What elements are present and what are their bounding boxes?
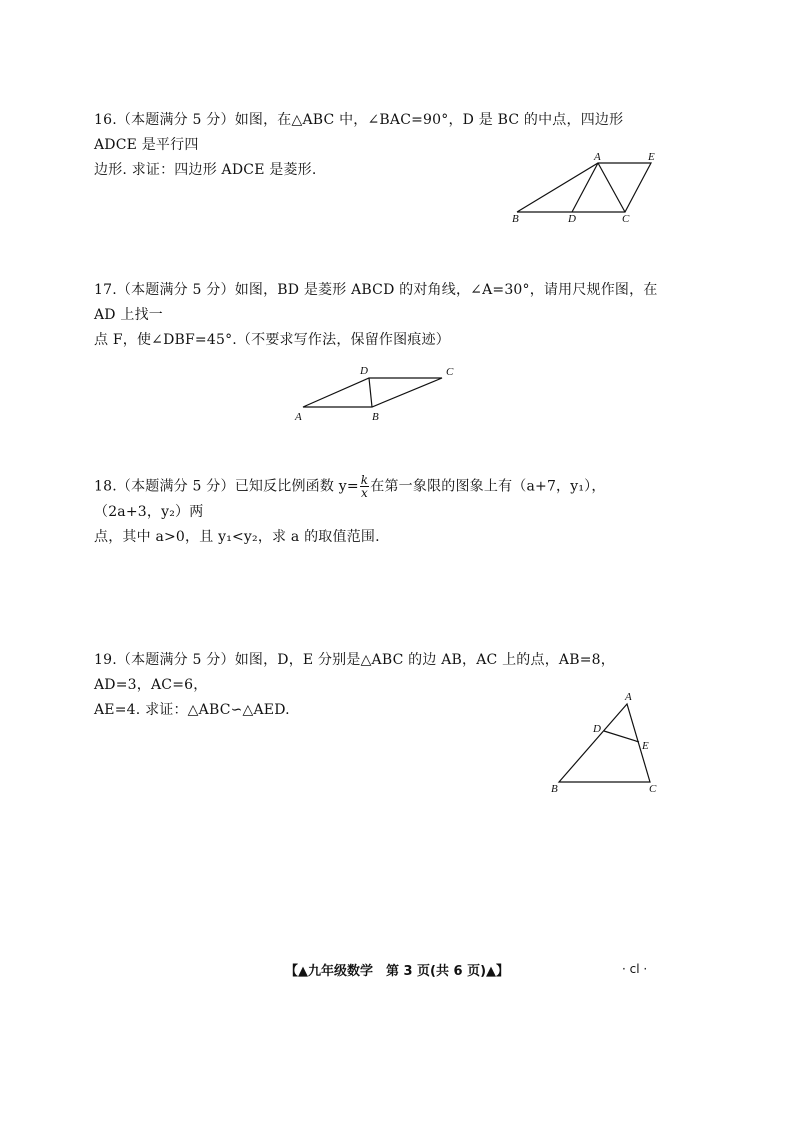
problem-text: 如图，D，E 分别是△ABC 的边 AB，AC 上的点，AB=8，AD=3，AC=6， <box>94 652 615 693</box>
problem-17-line-2: 点 F，使∠DBF=45°.（不要求写作法，保留作图痕迹） <box>94 332 450 348</box>
figure-16-label-E: E <box>648 151 655 163</box>
problem-number: 18. <box>94 478 117 495</box>
figure-16-label-A: A <box>594 151 601 163</box>
problem-text-continued: 在第一象限的图象上有（a+7，y₁），（2a+3，y₂）两 <box>94 478 606 520</box>
fraction-numerator: k <box>360 473 369 487</box>
figure-16-label-B: B <box>512 213 519 225</box>
problem-points: （本题满分 5 分） <box>116 112 235 128</box>
problem-text: 如图，BD 是菱形 ABCD 的对角线，∠A=30°，请用尺规作图，在 AD 上找一 <box>94 282 658 323</box>
problem-18-line-2: 点，其中 a>0，且 y₁<y₂，求 a 的取值范围. <box>94 528 380 545</box>
figure-19-label-E: E <box>642 740 649 752</box>
problem-text: 如图，在△ABC 中，∠BAC=90°，D 是 BC 的中点，四边形 ADCE 是平行四 <box>94 112 624 153</box>
problem-19-line-2: AE=4. 求证：△ABC∽△AED. <box>94 702 290 718</box>
problem-number: 16. <box>94 112 117 128</box>
fraction-denominator: x <box>361 486 368 500</box>
figure-17-label-D: D <box>360 365 368 377</box>
page-footer: 【▲九年级数学 第 3 页(共 6 页)▲】 <box>284 964 510 979</box>
page-code: · cl · <box>622 962 648 976</box>
problem-number: 17. <box>94 282 117 298</box>
figure-19-label-B: B <box>551 783 558 795</box>
problem-number: 19. <box>94 652 117 668</box>
figure-17-label-C: C <box>446 366 454 378</box>
problem-text: 已知反比例函数 y= <box>234 478 359 495</box>
figure-16-label-C: C <box>622 213 630 225</box>
figure-17-label-B: B <box>372 411 379 423</box>
figure-17-label-A: A <box>295 411 302 423</box>
figure-19-triangle-outline <box>559 704 650 782</box>
figure-16-label-D: D <box>568 213 576 225</box>
figure-19-label-C: C <box>649 783 657 795</box>
problem-points: （本题满分 5 分） <box>116 478 235 495</box>
figure-19-segment-DE <box>604 731 639 742</box>
figure-19-label-A: A <box>625 691 632 703</box>
figure-19-label-D: D <box>593 723 601 735</box>
problem-16-line-2: 边形. 求证：四边形 ADCE 是菱形. <box>94 162 317 178</box>
problem-points: （本题满分 5 分） <box>116 652 235 668</box>
problem-points: （本题满分 5 分） <box>116 282 235 298</box>
